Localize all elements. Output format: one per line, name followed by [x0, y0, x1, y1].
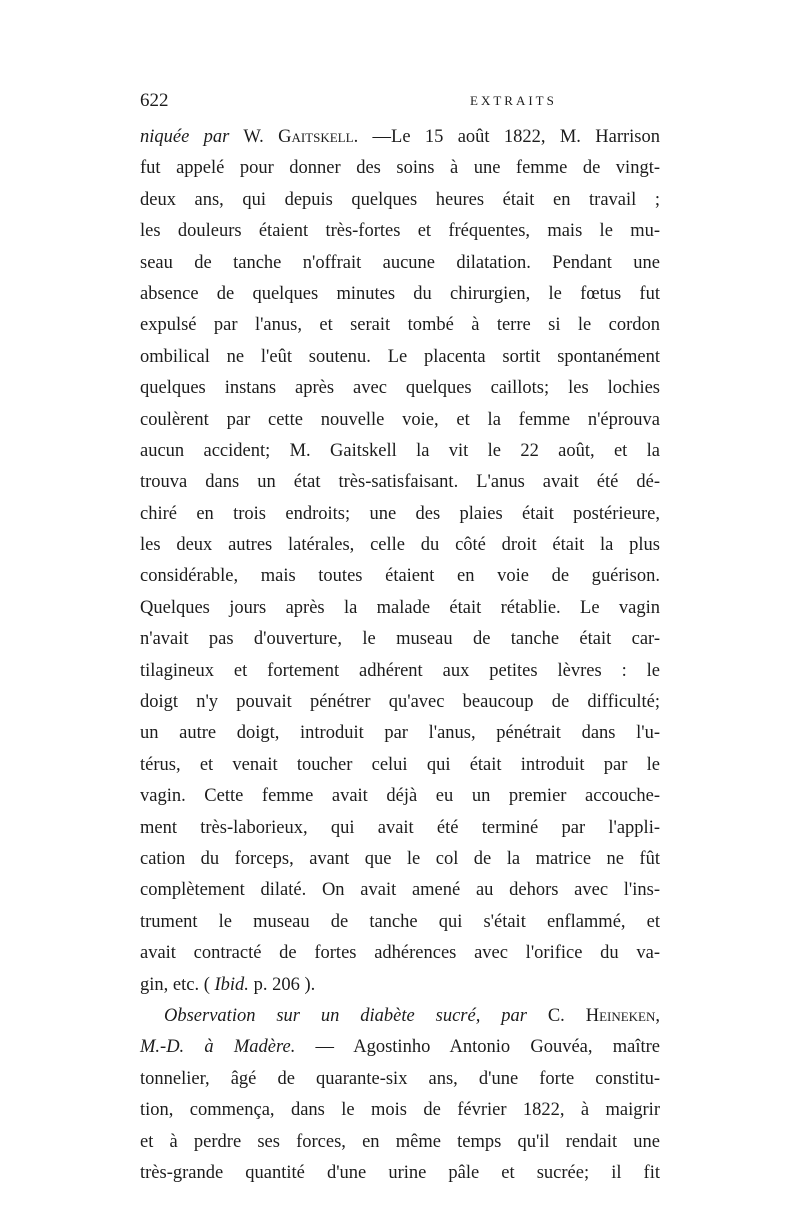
text-line: tilagineux et fortement adhérent aux petites lèvres : le	[140, 660, 660, 681]
text-line: ombilical ne l'eût soutenu. Le placenta sortit spontanément	[140, 346, 660, 367]
text-line: absence de quelques minutes du chirurgien, le fœtus fut	[140, 283, 660, 304]
text-line: tonnelier, âgé de quarante-six ans, d'une forte constitu-	[140, 1068, 660, 1089]
text-line: avait contracté de fortes adhérences avec l'orifice du va-	[140, 943, 660, 964]
text-line: trument le museau de tanche qui s'était enflammé, et	[140, 911, 660, 932]
text-line: un autre doigt, introduit par l'anus, pénétrait dans l'u-	[140, 723, 660, 744]
text-line: cation du forceps, avant que le col de la matrice ne fût	[140, 848, 660, 869]
text-line	[140, 970, 660, 1001]
text-line: aucun accident; M. Gaitskell la vit le 22 août, et la	[140, 440, 660, 461]
text-line: n'avait pas d'ouverture, le museau de tanche était car-	[140, 629, 660, 650]
text-span: gin, etc. (	[140, 974, 215, 995]
text-span: W.	[229, 127, 279, 147]
text-line: Quelques jours après la malade était rétablie. Le vagin	[140, 597, 660, 618]
author-name: Heineken	[585, 1005, 656, 1026]
text-line: et à perdre ses forces, en même temps qu'il rendait une	[140, 1131, 660, 1152]
text-line: ment très-laborieux, qui avait été terminé par l'appli-	[140, 817, 660, 838]
text-line	[140, 122, 660, 153]
text-line: doigt n'y pouvait pénétrer qu'avec beaucoup de difficulté;	[140, 692, 660, 713]
text-line: térus, et venait toucher celui qui était introduit par le	[140, 754, 660, 775]
text-span: ,	[655, 1005, 661, 1026]
text-line: trouva dans un état très-satisfaisant. L'anus avait été dé-	[140, 472, 660, 493]
italic-phrase: niquée par	[140, 127, 230, 147]
text-line: coulèrent par cette nouvelle voie, et la femme n'éprouva	[140, 409, 660, 430]
text-span: — Agostinho Antonio Gouvéa, maître	[295, 1037, 660, 1058]
running-title: EXTRAITS	[470, 93, 557, 108]
text-line: tion, commença, dans le mois de février 1822, à maigrir	[140, 1100, 660, 1121]
text-line: les douleurs étaient très-fortes et fréquentes, mais le mu-	[140, 221, 660, 242]
text-line: deux ans, qui depuis quelques heures était en travail ;	[140, 189, 660, 210]
text-span: C.	[526, 1005, 586, 1026]
text-line: très-grande quantité d'une urine pâle et sucrée; il fit	[140, 1162, 660, 1183]
text-line: quelques instans après avec quelques caillots; les lochies	[140, 378, 660, 399]
article-title: Observation sur un diabète sucré, par	[164, 1005, 527, 1026]
text-span: . —Le 15 août 1822, M. Harrison	[353, 127, 661, 147]
italic-phrase: M.-D. à Madère.	[140, 1037, 296, 1058]
italic-phrase: Ibid.	[214, 974, 249, 995]
text-line: seau de tanche n'offrait aucune dilatation. Pendant une	[140, 252, 660, 273]
text-line	[140, 1032, 660, 1063]
text-line: les deux autres latérales, celle du côté droit était la plus	[140, 535, 660, 556]
running-header	[140, 90, 660, 120]
text-line: chiré en trois endroits; une des plaies était postérieure,	[140, 503, 660, 524]
page-number: 622	[140, 90, 169, 111]
text-line: considérable, mais toutes étaient en voie de guérison.	[140, 566, 660, 587]
text-line: complètement dilaté. On avait amené au dehors avec l'ins-	[140, 880, 660, 901]
text-line: vagin. Cette femme avait déjà eu un premier accouche-	[140, 786, 660, 807]
text-line: expulsé par l'anus, et serait tombé à terre si le cordon	[140, 315, 660, 336]
text-line: fut appelé pour donner des soins à une femme de vingt-	[140, 158, 660, 179]
body-text	[140, 122, 660, 1189]
author-name: Gaitskell	[278, 127, 354, 147]
text-span: p. 206 ).	[248, 974, 316, 995]
text-line	[140, 1001, 660, 1032]
